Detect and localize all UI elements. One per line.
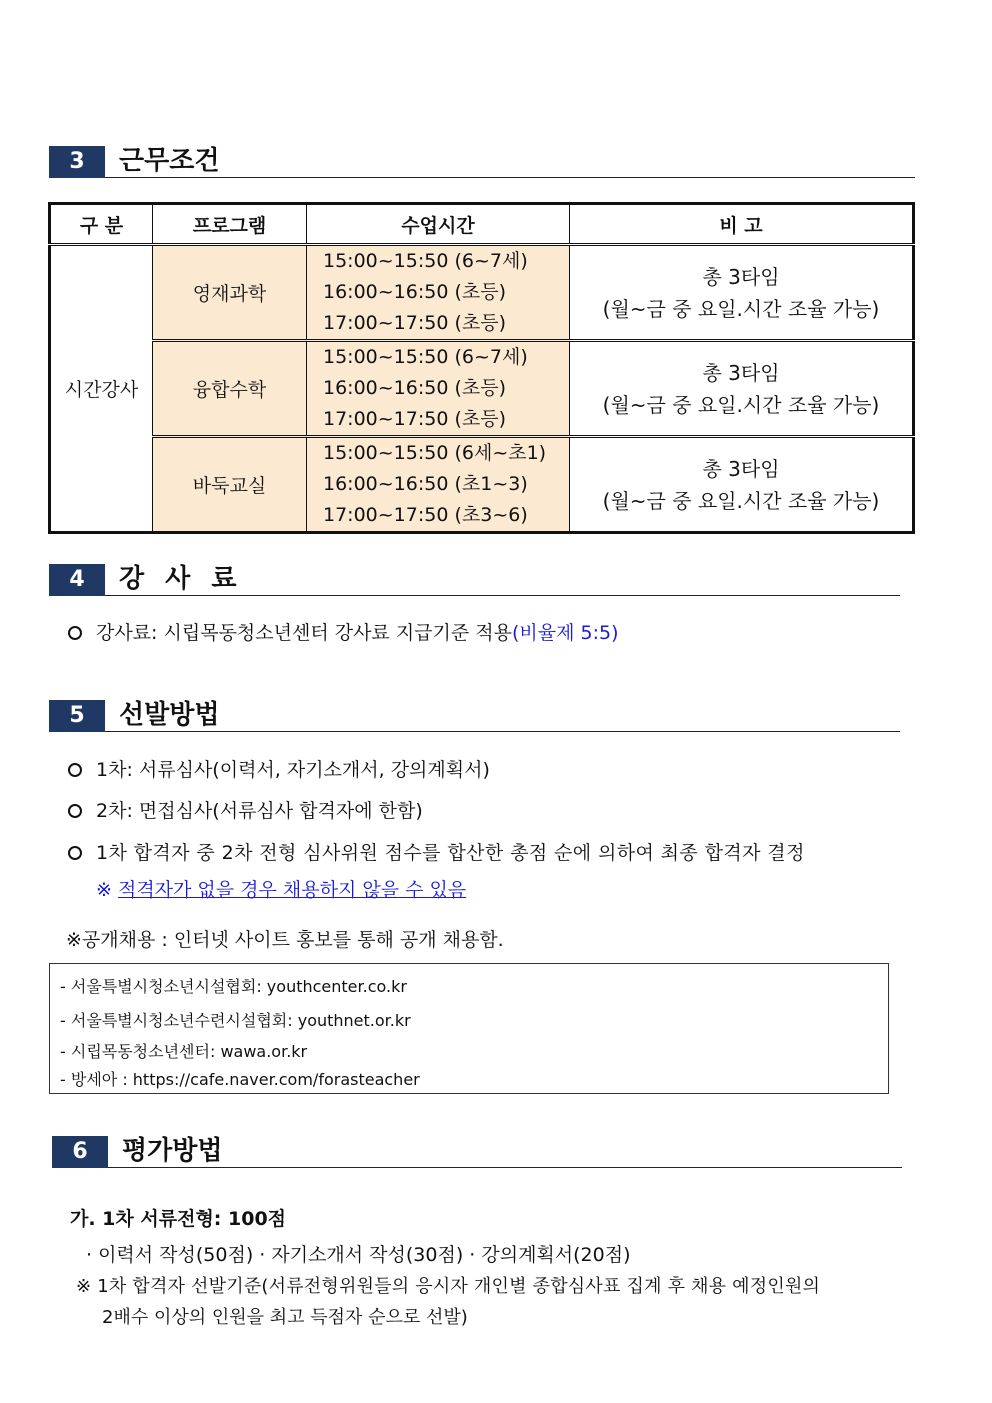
section-number: 5: [49, 700, 105, 732]
eval-subheading: 가. 1차 서류전형: 100점: [70, 1208, 287, 1230]
time-slot: 16:00~16:50 (초1~3): [323, 473, 528, 495]
section-rule: [105, 595, 900, 596]
time-slot: 15:00~15:50 (6~7세): [323, 346, 528, 368]
time-cell: [307, 245, 570, 341]
list-item: [68, 796, 423, 823]
notice-line: [96, 875, 466, 902]
category-cell: 시간강사: [50, 245, 153, 533]
site-item: - 방세아 : https://cafe.naver.com/forasteacher: [60, 1070, 420, 1089]
circle-bullet-icon: [68, 846, 82, 860]
list-item-text: 2차: 면접심사(서류심사 합격자에 한함): [96, 800, 423, 822]
header-remarks: 비 고: [570, 204, 914, 245]
header-program: 프로그램: [153, 204, 307, 245]
section-number: 4: [49, 564, 105, 596]
list-item-text: 1차 합격자 중 2차 전형 심사위원 점수를 합산한 총점 순에 의하여 최종 합격자 결정: [96, 842, 805, 864]
time-slot: 15:00~15:50 (6세~초1): [323, 442, 547, 464]
section-rule: [105, 731, 900, 732]
section-title: 선발방법: [119, 700, 220, 730]
site-item: - 서울특별시청소년수련시설협회: youthnet.or.kr: [60, 1011, 411, 1030]
lecture-fee-text: 강사료: 시립목동청소년센터 강사료 지급기준 적용: [96, 622, 512, 644]
program-cell: 영재과학: [153, 245, 307, 341]
section-5-header: [49, 700, 900, 732]
section-title: 평가방법: [122, 1136, 223, 1166]
remarks-count: 총 3타임: [702, 360, 780, 385]
eval-detail: · 이력서 작성(50점) · 자기소개서 작성(30점) · 강의계획서(20점): [86, 1244, 631, 1266]
section-3-header: [49, 146, 915, 178]
recruit-sites-box: [49, 963, 889, 1094]
list-item: [68, 838, 888, 865]
remarks-cell: [570, 341, 914, 437]
list-item: [68, 755, 490, 782]
program-cell: 바둑교실: [153, 437, 307, 533]
section-number: 3: [49, 146, 105, 178]
lecture-fee-line: [68, 618, 619, 645]
section-rule: [108, 1167, 902, 1168]
time-slot: 16:00~16:50 (초등): [323, 377, 507, 399]
time-cell: [307, 437, 570, 533]
eval-note-line-2: 2배수 이상의 인원을 최고 득점자 순으로 선발): [102, 1307, 468, 1328]
site-item: - 시립목동청소년센터: wawa.or.kr: [60, 1042, 308, 1061]
circle-bullet-icon: [68, 804, 82, 818]
circle-bullet-icon: [68, 626, 82, 640]
time-slot: 17:00~17:50 (초등): [323, 312, 507, 334]
header-class-time: 수업시간: [307, 204, 570, 245]
section-title: 강 사 료: [119, 564, 243, 594]
remarks-detail: (월~금 중 요일.시간 조율 가능): [602, 392, 880, 417]
time-slot: 15:00~15:50 (6~7세): [323, 250, 528, 272]
remarks-cell: [570, 437, 914, 533]
fee-ratio: (비율제 5:5): [512, 622, 619, 644]
section-4-header: [49, 564, 900, 596]
remarks-cell: [570, 245, 914, 341]
work-conditions-table: [48, 202, 915, 534]
section-title: 근무조건: [119, 146, 220, 176]
time-slot: 17:00~17:50 (초3~6): [323, 504, 528, 526]
section-6-header: [52, 1136, 902, 1168]
program-cell: 융합수학: [153, 341, 307, 437]
circle-bullet-icon: [68, 763, 82, 777]
table-row: [50, 341, 914, 437]
list-item-text: 1차: 서류심사(이력서, 자기소개서, 강의계획서): [96, 759, 490, 781]
header-category: 구 분: [50, 204, 153, 245]
table-header-row: [50, 204, 914, 245]
remarks-count: 총 3타임: [702, 264, 780, 289]
remarks-count: 총 3타임: [702, 456, 780, 481]
time-cell: [307, 341, 570, 437]
time-slot: 16:00~16:50 (초등): [323, 281, 507, 303]
table-row: [50, 437, 914, 533]
public-recruit-line: ※공개채용 : 인터넷 사이트 홍보를 통해 공개 채용함.: [66, 929, 504, 951]
time-slot: 17:00~17:50 (초등): [323, 408, 507, 430]
section-rule: [105, 177, 915, 178]
remarks-detail: (월~금 중 요일.시간 조율 가능): [602, 488, 880, 513]
notice-mark: ※: [96, 879, 112, 901]
section-number: 6: [52, 1136, 108, 1168]
notice-text: 적격자가 없을 경우 채용하지 않을 수 있음: [117, 879, 467, 901]
eval-note-line-1: ※ 1차 합격자 선발기준(서류전형위원들의 응시자 개인별 종합심사표 집계 후 채용 예정인원의: [76, 1276, 821, 1297]
remarks-detail: (월~금 중 요일.시간 조율 가능): [602, 296, 880, 321]
table-row: [50, 245, 914, 341]
site-item: - 서울특별시청소년시설협회: youthcenter.co.kr: [60, 977, 407, 996]
